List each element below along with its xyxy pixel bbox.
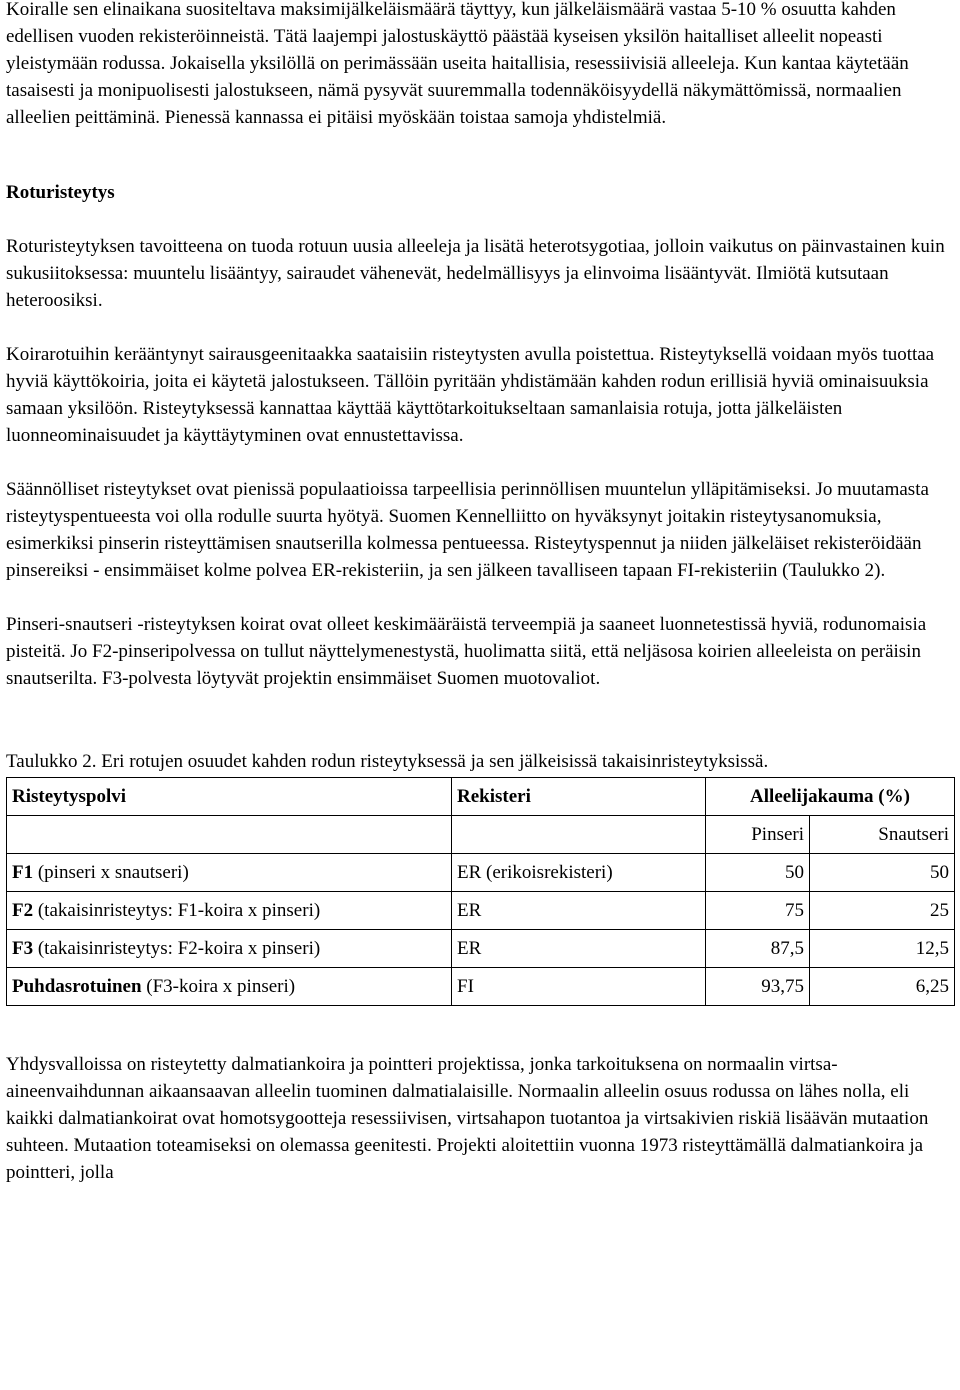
snautseri-cell: 50 xyxy=(810,854,955,892)
table-row xyxy=(7,930,955,968)
pinseri-cell: 50 xyxy=(706,854,810,892)
paragraph-regular-crossbreeding: Säännölliset risteytykset ovat pienissä populaatioissa tarpeellisia perinnöllisen muuntelun ylläpitämiseksi. Jo muutamasta risteytyspentueesta voi olla rodulle suurta hyötyä. Suomen Kennelliitto on hyväksynyt joitakin risteytysanomuksia, esimerkiksi pinserin risteyttämisen snautserilla kolmessa pentueessa. Risteytyspennut ja niiden jälkeläiset rekisteröidään pinsereiksi - ensimmäiset kolme polvea ER-rekisteriin, ja sen jälkeen tavalliseen tapaan FI-rekisteriin (Taulukko 2). xyxy=(6,479,929,581)
section-heading: Roturisteytys xyxy=(6,182,115,203)
generation-cell xyxy=(7,854,452,892)
generation-cell xyxy=(7,968,452,1006)
allele-distribution-table xyxy=(6,777,955,1006)
generation-code: Puhdasrotuinen xyxy=(12,975,142,997)
subheader-empty-1 xyxy=(7,816,452,854)
pinseri-cell: 93,75 xyxy=(706,968,810,1006)
generation-code: F1 xyxy=(12,861,34,883)
table-row xyxy=(7,854,955,892)
subheader-snautseri: Snautseri xyxy=(810,816,955,854)
generation-code: F3 xyxy=(12,937,34,959)
table-caption: Taulukko 2. Eri rotujen osuudet kahden rodun risteytyksessä ja sen jälkeisissä takaisinristeytyksissä. xyxy=(6,751,769,772)
table-row xyxy=(7,892,955,930)
register-cell: ER xyxy=(452,892,706,930)
generation-code: F2 xyxy=(12,899,34,921)
intro-paragraph: Koiralle sen elinaikana suositeltava maksimijälkeläismäärä täyttyy, kun jälkeläismäärä vastaa 5-10 % osuutta kahden edellisen vuoden rekisteröinneistä. Tätä laajempi jalostuskäyttö päästää kyseisen yksilön haitalliset alleelit nopeasti yleistymään rodussa. Jokaisella yksilöllä on perimässään useita haitallisia, resessiivisiä alleeleja. Kun kantaa käytetään tasaisesti ja monipuolisesti jalostukseen, nämä pysyvät suuremmalla todennäköisyydellä näkymättömissä, normaalien alleelien peittäminä. Pienessä kannassa ei pitäisi myöskään toistaa samoja yhdistelmiä. xyxy=(6,0,909,128)
paragraph-disease-burden: Koirarotuihin kerääntynyt sairausgeenitaakka saataisiin risteytysten avulla poistettua. Risteytyksellä voidaan myös tuottaa hyviä käyttökoiria, joita ei käytetä jalostukseen. Tällöin pyritään yhdistämään kahden rodun erillisiä hyviä ominaisuuksia samaan yksilöön. Risteytyksessä kannattaa käyttää käyttötarkoitukseltaan samanlaisia rotuja, jotta jälkeläisten luonneominaisuudet ja käyttäytyminen ovat ennustettavissa. xyxy=(6,344,935,446)
subheader-empty-2 xyxy=(452,816,706,854)
pinseri-cell: 75 xyxy=(706,892,810,930)
table-header-row xyxy=(7,778,955,816)
header-generation: Risteytyspolvi xyxy=(7,778,452,816)
paragraph-pinscher-schnauzer: Pinseri-snautseri -risteytyksen koirat ovat olleet keskimääräistä terveempiä ja saaneet luonnetestissä hyviä, rodunomaisia pisteitä. Jo F2-pinseripolvessa on tullut näyttelymenestystä, huolimatta siitä, että neljäsosa koirien alleeleista on peräisin snautserilta. F3-polvesta löytyvät projektin ensimmäiset Suomen muotovaliot. xyxy=(6,614,927,689)
register-cell: ER (erikoisrekisteri) xyxy=(452,854,706,892)
generation-desc: (pinseri x snautseri) xyxy=(33,861,189,883)
generation-cell xyxy=(7,930,452,968)
generation-desc: (F3-koira x pinseri) xyxy=(141,975,296,997)
generation-cell xyxy=(7,892,452,930)
generation-desc: (takaisinristeytys: F1-koira x pinseri) xyxy=(33,899,321,921)
subheader-pinseri: Pinseri xyxy=(706,816,810,854)
paragraph-dalmatian-project: Yhdysvalloissa on risteytetty dalmatiankoira ja pointteri projektissa, jonka tarkoituksena on normaalin virtsa-aineenvaihdunnan aikaansaavan alleelin tuominen dalmatialaisille. Normaalin alleelin osuus rodussa on lähes nolla, eli kaikki dalmatiankoirat ovat homotsygootteja resessiivisen, virtsahapon tuotantoa ja virtsakivien riskiä lisäävän mutaation suhteen. Mutaation toteamiseksi on olemassa geenitesti. Projekti aloitettiin vuonna 1973 risteyttämällä dalmatiankoira ja pointteri, jolla xyxy=(6,1054,929,1183)
header-register: Rekisteri xyxy=(452,778,706,816)
table-row xyxy=(7,968,955,1006)
header-allele-distribution: Alleelijakauma (%) xyxy=(706,778,955,816)
paragraph-heterosis: Roturisteytyksen tavoitteena on tuoda rotuun uusia alleeleja ja lisätä heterotsygotiaa, jolloin vaikutus on päinvastainen kuin sukusiitoksessa: muuntelu lisääntyy, sairaudet vähenevät, hedelmällisyys ja elinvoima lisääntyvät. Ilmiötä kutsutaan heteroosiksi. xyxy=(6,236,945,311)
snautseri-cell: 6,25 xyxy=(810,968,955,1006)
generation-desc: (takaisinristeytys: F2-koira x pinseri) xyxy=(33,937,321,959)
table-subheader-row xyxy=(7,816,955,854)
snautseri-cell: 12,5 xyxy=(810,930,955,968)
pinseri-cell: 87,5 xyxy=(706,930,810,968)
register-cell: FI xyxy=(452,968,706,1006)
register-cell: ER xyxy=(452,930,706,968)
snautseri-cell: 25 xyxy=(810,892,955,930)
